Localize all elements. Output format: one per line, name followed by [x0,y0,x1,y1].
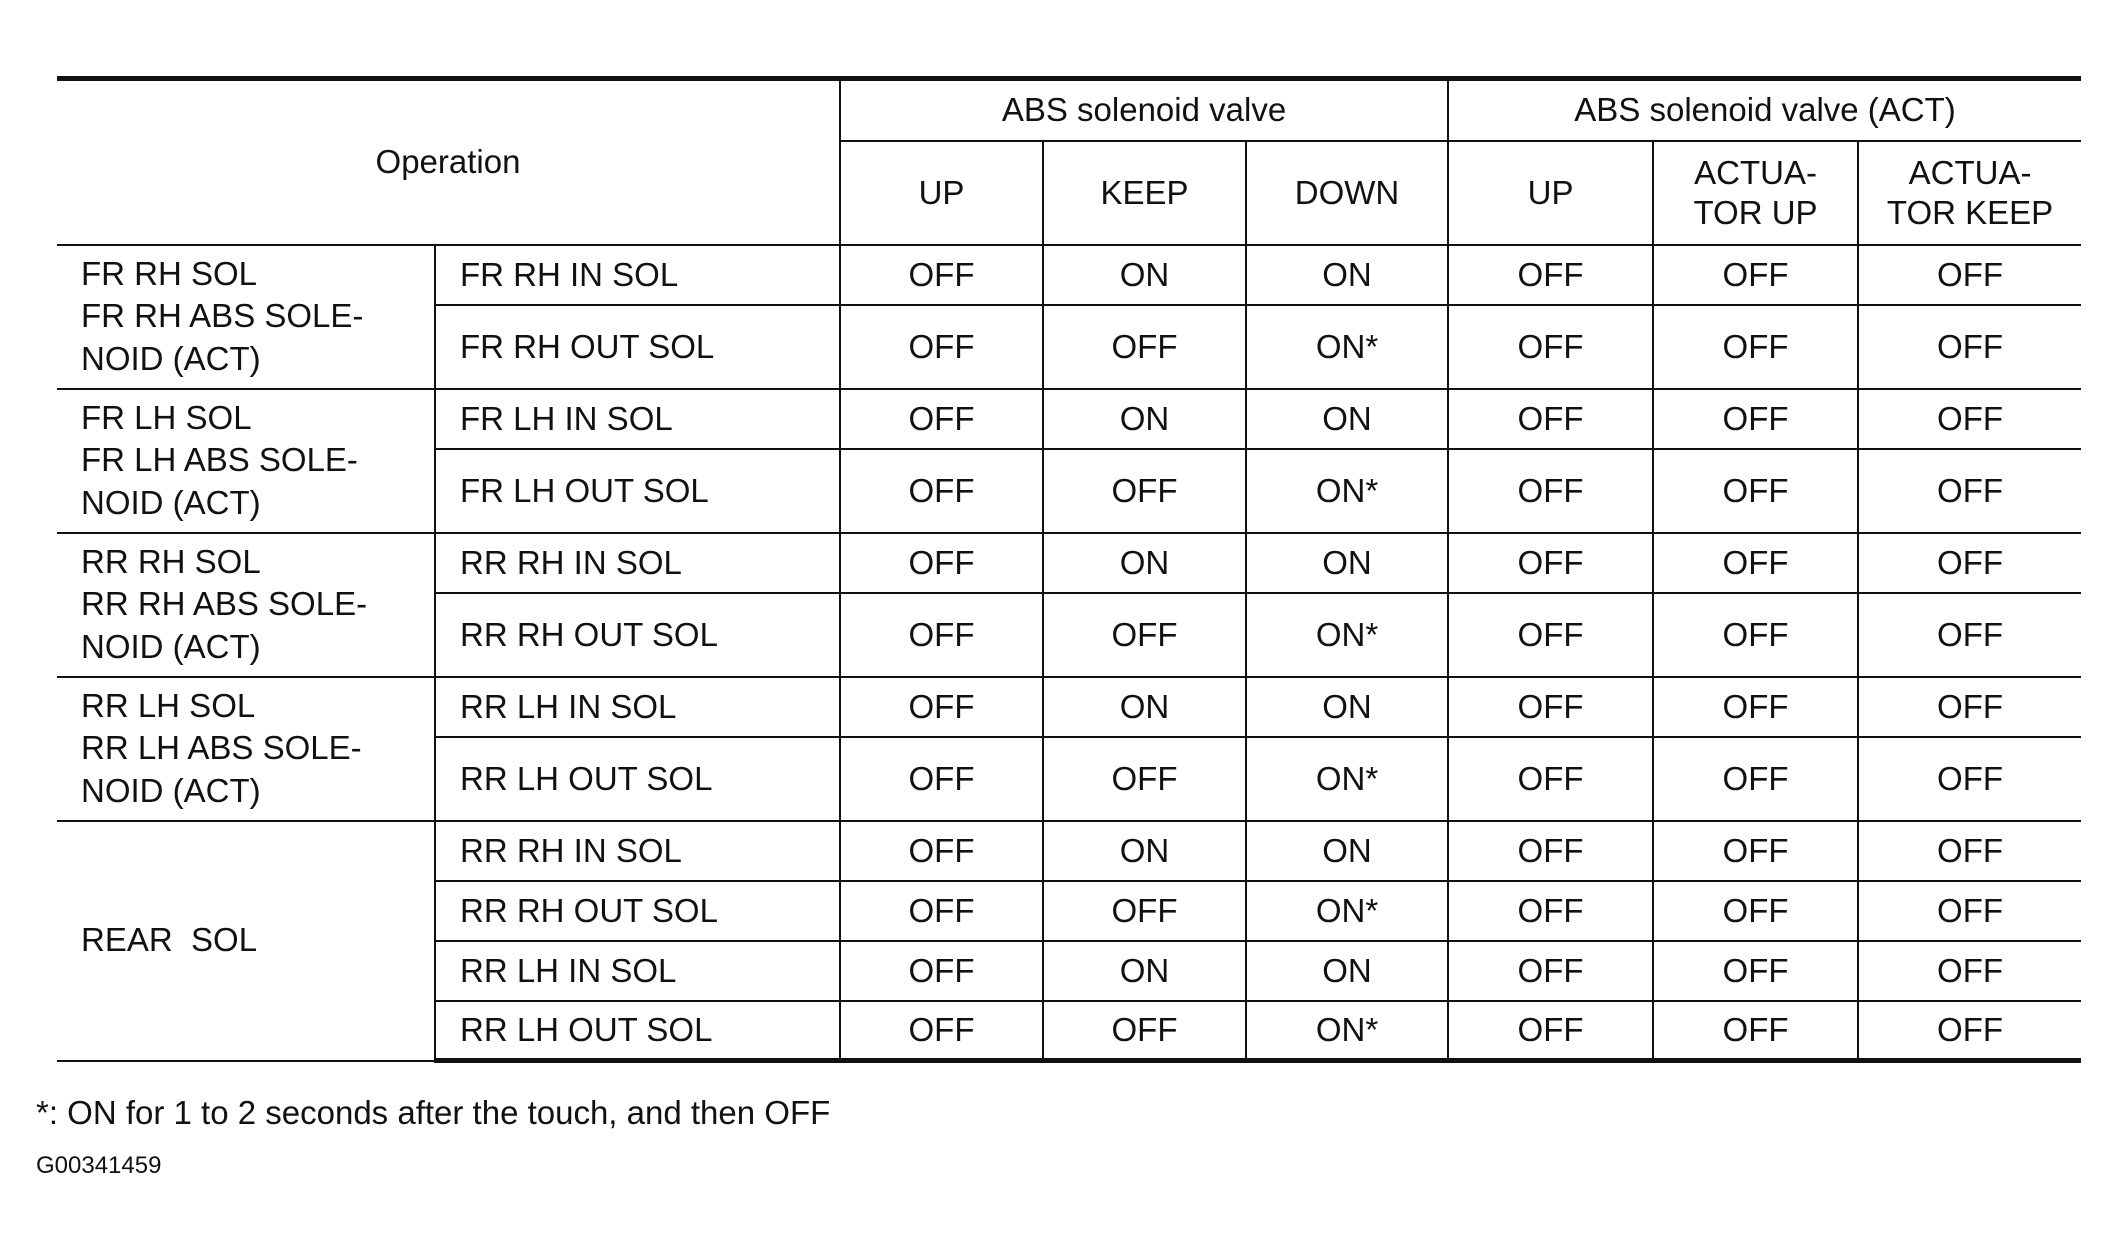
actuator-keep-header: ACTUA- TOR KEEP [1858,141,2081,245]
value-cell: OFF [1448,881,1653,941]
value-cell: OFF [1043,737,1246,821]
value-cell: ON* [1246,881,1448,941]
value-cell: OFF [840,1001,1043,1061]
abs-up-header: UP [840,141,1043,245]
value-cell: OFF [1653,593,1858,677]
value-cell: OFF [1858,941,2081,1001]
value-cell: OFF [1653,881,1858,941]
table-row [57,245,2081,305]
value-cell: OFF [1858,821,2081,881]
figure-id: G00341459 [36,1152,162,1179]
value-cell: OFF [840,245,1043,305]
value-cell: ON [1246,677,1448,737]
value-cell: OFF [840,821,1043,881]
solenoid-name: RR RH IN SOL [435,533,840,593]
value-cell: OFF [1653,737,1858,821]
group-label: RR LH SOL RR LH ABS SOLE- NOID (ACT) [57,677,435,821]
value-cell: ON [1246,245,1448,305]
value-cell: OFF [840,737,1043,821]
solenoid-name: RR RH OUT SOL [435,881,840,941]
value-cell: OFF [1858,533,2081,593]
value-cell: ON [1246,821,1448,881]
value-cell: OFF [1858,881,2081,941]
solenoid-name: FR RH OUT SOL [435,305,840,389]
solenoid-name: FR LH OUT SOL [435,449,840,533]
value-cell: OFF [1858,677,2081,737]
solenoid-name: RR LH IN SOL [435,941,840,1001]
table-row [57,533,2081,593]
solenoid-name: RR RH IN SOL [435,821,840,881]
value-cell: ON [1043,677,1246,737]
value-cell: ON [1246,533,1448,593]
value-cell: ON* [1246,1001,1448,1061]
abs-down-header: DOWN [1246,141,1448,245]
value-cell: OFF [1653,1001,1858,1061]
value-cell: ON [1043,389,1246,449]
value-cell: ON* [1246,593,1448,677]
value-cell: OFF [1653,941,1858,1001]
value-cell: OFF [1448,449,1653,533]
value-cell: ON [1043,245,1246,305]
value-cell: OFF [1448,593,1653,677]
solenoid-name: RR RH OUT SOL [435,593,840,677]
actuator-up-header: ACTUA- TOR UP [1653,141,1858,245]
value-cell: OFF [840,389,1043,449]
value-cell: ON [1043,941,1246,1001]
value-cell: OFF [840,449,1043,533]
value-cell: ON [1043,533,1246,593]
value-cell: OFF [840,881,1043,941]
act-up-header: UP [1448,141,1653,245]
abs-solenoid-valve-header: ABS solenoid valve [840,79,1448,141]
value-cell: OFF [1043,449,1246,533]
value-cell: ON* [1246,305,1448,389]
value-cell: OFF [1448,677,1653,737]
value-cell: OFF [1043,305,1246,389]
value-cell: OFF [1653,449,1858,533]
value-cell: OFF [1858,305,2081,389]
value-cell: OFF [1858,1001,2081,1061]
value-cell: OFF [1858,449,2081,533]
abs-operation-table [57,76,2081,1063]
value-cell: OFF [1448,533,1653,593]
operation-header: Operation [57,79,840,245]
value-cell: OFF [1653,821,1858,881]
value-cell: OFF [1653,245,1858,305]
value-cell: OFF [1858,593,2081,677]
solenoid-name: FR RH IN SOL [435,245,840,305]
value-cell: OFF [1653,533,1858,593]
value-cell: OFF [1448,821,1653,881]
value-cell: OFF [1043,1001,1246,1061]
table-row [57,677,2081,737]
rear-sol-label: REAR SOL [57,821,435,1061]
value-cell: OFF [1448,941,1653,1001]
abs-keep-header: KEEP [1043,141,1246,245]
group-label: FR LH SOL FR LH ABS SOLE- NOID (ACT) [57,389,435,533]
value-cell: OFF [840,305,1043,389]
group-label: FR RH SOL FR RH ABS SOLE- NOID (ACT) [57,245,435,389]
solenoid-name: RR LH OUT SOL [435,737,840,821]
value-cell: OFF [840,533,1043,593]
value-cell: ON [1043,821,1246,881]
solenoid-name: RR LH OUT SOL [435,1001,840,1061]
value-cell: OFF [1653,677,1858,737]
value-cell: ON* [1246,737,1448,821]
value-cell: OFF [1448,737,1653,821]
solenoid-name: RR LH IN SOL [435,677,840,737]
solenoid-name: FR LH IN SOL [435,389,840,449]
value-cell: OFF [1858,389,2081,449]
value-cell: ON* [1246,449,1448,533]
value-cell: OFF [1448,1001,1653,1061]
value-cell: OFF [1858,245,2081,305]
value-cell: ON [1246,941,1448,1001]
table-row [57,821,2081,881]
value-cell: OFF [840,593,1043,677]
value-cell: OFF [1448,245,1653,305]
footnote: *: ON for 1 to 2 seconds after the touch, and then OFF [36,1094,831,1131]
value-cell: OFF [1858,737,2081,821]
value-cell: OFF [1043,593,1246,677]
table-row [57,389,2081,449]
value-cell: OFF [1448,305,1653,389]
value-cell: OFF [1448,389,1653,449]
abs-solenoid-valve-act-header: ABS solenoid valve (ACT) [1448,79,2081,141]
value-cell: OFF [1043,881,1246,941]
value-cell: OFF [840,941,1043,1001]
value-cell: OFF [1653,305,1858,389]
value-cell: OFF [840,677,1043,737]
group-label: RR RH SOL RR RH ABS SOLE- NOID (ACT) [57,533,435,677]
value-cell: ON [1246,389,1448,449]
value-cell: OFF [1653,389,1858,449]
